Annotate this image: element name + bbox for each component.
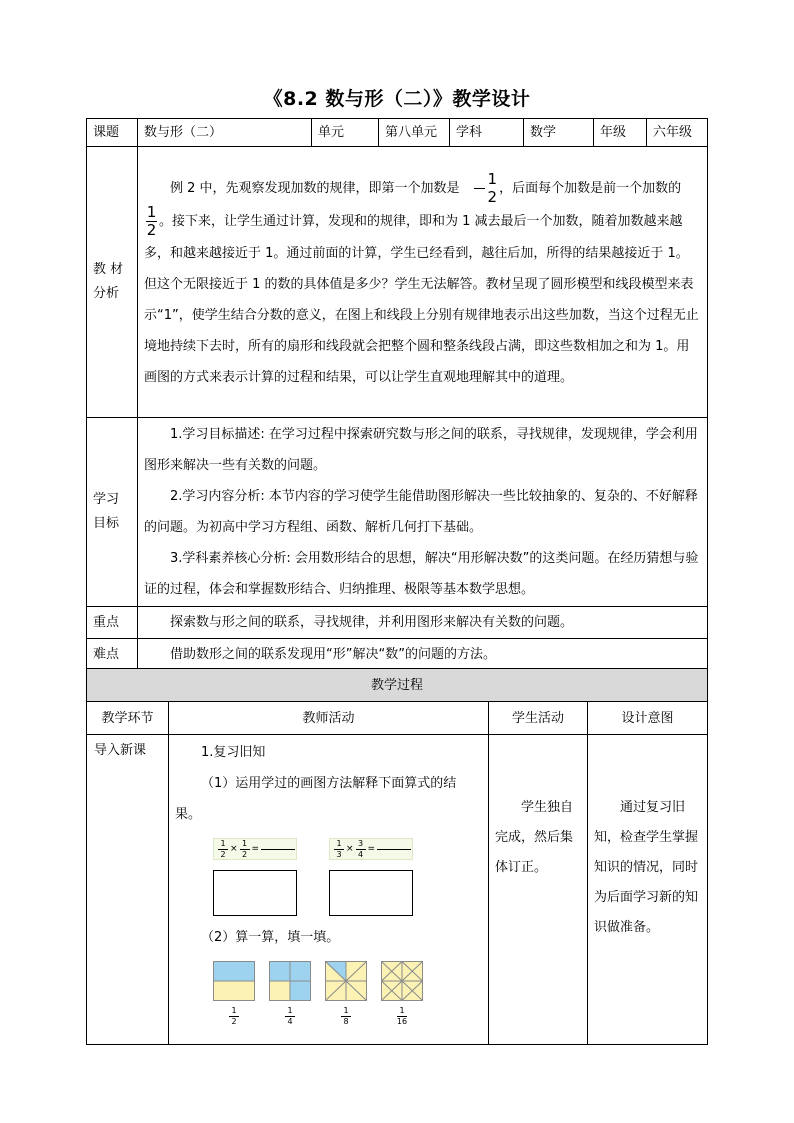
fraction-one-half-2 [146, 202, 157, 239]
discipline-value: 数学 [524, 119, 594, 147]
col-student: 学生活动 [489, 702, 588, 735]
eq2-a-den: 3 [336, 849, 342, 859]
eq1-a-den: 2 [220, 849, 226, 859]
unit-label: 单元 [312, 119, 379, 147]
equation-2-block [329, 838, 413, 916]
square-eighth [325, 961, 367, 1026]
label-1-2 [229, 1007, 239, 1026]
sq1-num: 1 [231, 1006, 237, 1015]
stage-name: 导入新课 [94, 743, 147, 758]
sq4-num: 1 [399, 1006, 405, 1015]
teaching-process-table [86, 668, 708, 1045]
col-intent: 设计意图 [588, 702, 708, 735]
sq3-den: 8 [343, 1017, 349, 1026]
goal-2: 2.学习内容分析: 本节内容的学习使学生能借助图形解决一些比较抽象的、复杂的、不好解释的问题。为初高中学习方程组、函数、解析几何打下基础。 [144, 489, 698, 535]
material-label [87, 147, 138, 418]
question-2: （2）算一算，填一填。 [201, 930, 340, 945]
eq1-b-den: 2 [242, 849, 248, 859]
subject-label: 课题 [87, 119, 138, 147]
sq1-den: 2 [231, 1017, 237, 1026]
material-text-a: 例 2 中，先观察发现加数的规律，即第一个加数是 [170, 180, 460, 196]
sq2-num: 1 [287, 1006, 293, 1015]
square-half [213, 961, 255, 1026]
material-text-b: ，后面每个加数是前一个加数的 [499, 180, 682, 196]
square-eighth-figure [325, 961, 367, 1001]
goal-3: 3.学科素养核心分析: 会用数形结合的思想，解决“用形解决数”的这类问题。在经历猜想与验证的过程，体会和掌握数形结合、归纳推理、极限等基本数学思想。 [144, 551, 699, 597]
unit-value: 第八单元 [379, 119, 450, 147]
lesson-info-table [86, 118, 708, 671]
col-stage: 教学环节 [87, 702, 169, 735]
material-analysis [138, 147, 708, 418]
goals-label-line1: 学习 [93, 492, 120, 507]
review-heading: 1.复习旧知 [201, 745, 266, 760]
square-sixteenth [381, 961, 423, 1026]
sq3-num: 1 [343, 1006, 349, 1015]
page-title: 《8.2 数与形（二）》教学设计 [263, 88, 531, 110]
eq2-a-num: 1 [336, 838, 342, 848]
eq1-times: × [230, 843, 238, 854]
subject-value: 数与形（二） [138, 119, 312, 147]
goals-label [87, 418, 138, 607]
fraction-num: 1 [146, 202, 157, 221]
fraction-den: 2 [487, 187, 498, 206]
material-text-c: 。接下来，让学生通过计算，发现和的规律，即和为 1 减去最后一个加数，随着加数越来越多，和越来越接近于 1。通过前面的计算，学生已经看到，越往后加，所得的结果越接近于 1。但这个无限接近于 1 的数的具体值是多少？学生无法解答。教材呈现了圆形模型和线段模型来表示“1”，使学生结合分数的意义，在图上和线段上分别有规律地表示出这些加数，当这个过程无止境地持续下去时，所有的扇形和线段就会把整个圆和整条线段占满，即这些数相加之和为 1。用画图的方式来表示计算的过程和结果，可以让学生直观地理解其中的道理。 [144, 213, 699, 385]
eq2-times: × [346, 843, 354, 854]
answer-box-2 [329, 870, 413, 916]
eq2-b-num: 3 [358, 838, 364, 848]
key-point-text: 探索数与形之间的联系，寻找规律，并利用图形来解决有关数的问题。 [170, 615, 574, 630]
equation-1 [213, 838, 297, 860]
label-1-4 [285, 1007, 295, 1026]
grade-value: 六年级 [647, 119, 708, 147]
intent-text: 通过复习旧知，检查学生掌握知识的情况，同时为后面学习新的知识做准备。 [594, 800, 699, 935]
square-quarter [269, 961, 311, 1026]
fraction-num: 1 [487, 169, 498, 188]
sq2-den: 4 [287, 1017, 293, 1026]
fraction-one-half [462, 169, 498, 206]
col-teacher: 教师活动 [169, 702, 489, 735]
eq2-equals: = [367, 843, 376, 854]
sq4-den: 16 [396, 1017, 408, 1026]
goal-1: 1.学习目标描述: 在学习过程中探索研究数与形之间的联系，寻找规律，发现规律，学会利用图形来解决一些有关数的问题。 [144, 427, 698, 473]
label-1-16 [397, 1007, 407, 1026]
question-1: （1）运用学过的画图方法解释下面算式的结果。 [175, 776, 457, 822]
equation-row [213, 838, 482, 916]
grade-label: 年级 [594, 119, 647, 147]
answer-box-1 [213, 870, 297, 916]
student-activity [489, 735, 588, 1045]
student-text: 学生独自完成，然后集体订正。 [495, 800, 574, 875]
square-half-figure [213, 961, 255, 1001]
key-point-label: 重点 [87, 607, 138, 639]
fraction-den: 2 [146, 220, 157, 239]
fraction-squares [213, 961, 482, 1026]
teacher-activity [169, 735, 489, 1045]
eq1-a-num: 1 [220, 838, 226, 848]
difficulty [138, 639, 708, 671]
goals-label-line2: 目标 [93, 516, 120, 531]
square-quarter-figure [269, 961, 311, 1001]
difficulty-label: 难点 [87, 639, 138, 671]
equation-2 [329, 838, 413, 860]
material-label-line1: 教 材 [93, 262, 124, 277]
difficulty-text: 借助数形之间的联系发现用“形”解决“数”的问题的方法。 [170, 647, 496, 662]
eq2-b-den: 4 [358, 849, 364, 859]
key-point [138, 607, 708, 639]
square-sixteenth-figure [381, 961, 423, 1001]
stage-cell [87, 735, 169, 1045]
discipline-label: 学科 [450, 119, 524, 147]
material-label-line2: 分析 [93, 286, 120, 301]
label-1-8 [341, 1007, 351, 1026]
learning-goals [138, 418, 708, 607]
process-title: 教学过程 [87, 669, 708, 702]
eq1-b-num: 1 [242, 838, 248, 848]
design-intent [588, 735, 708, 1045]
equation-1-block [213, 838, 297, 916]
eq1-equals: = [251, 843, 260, 854]
